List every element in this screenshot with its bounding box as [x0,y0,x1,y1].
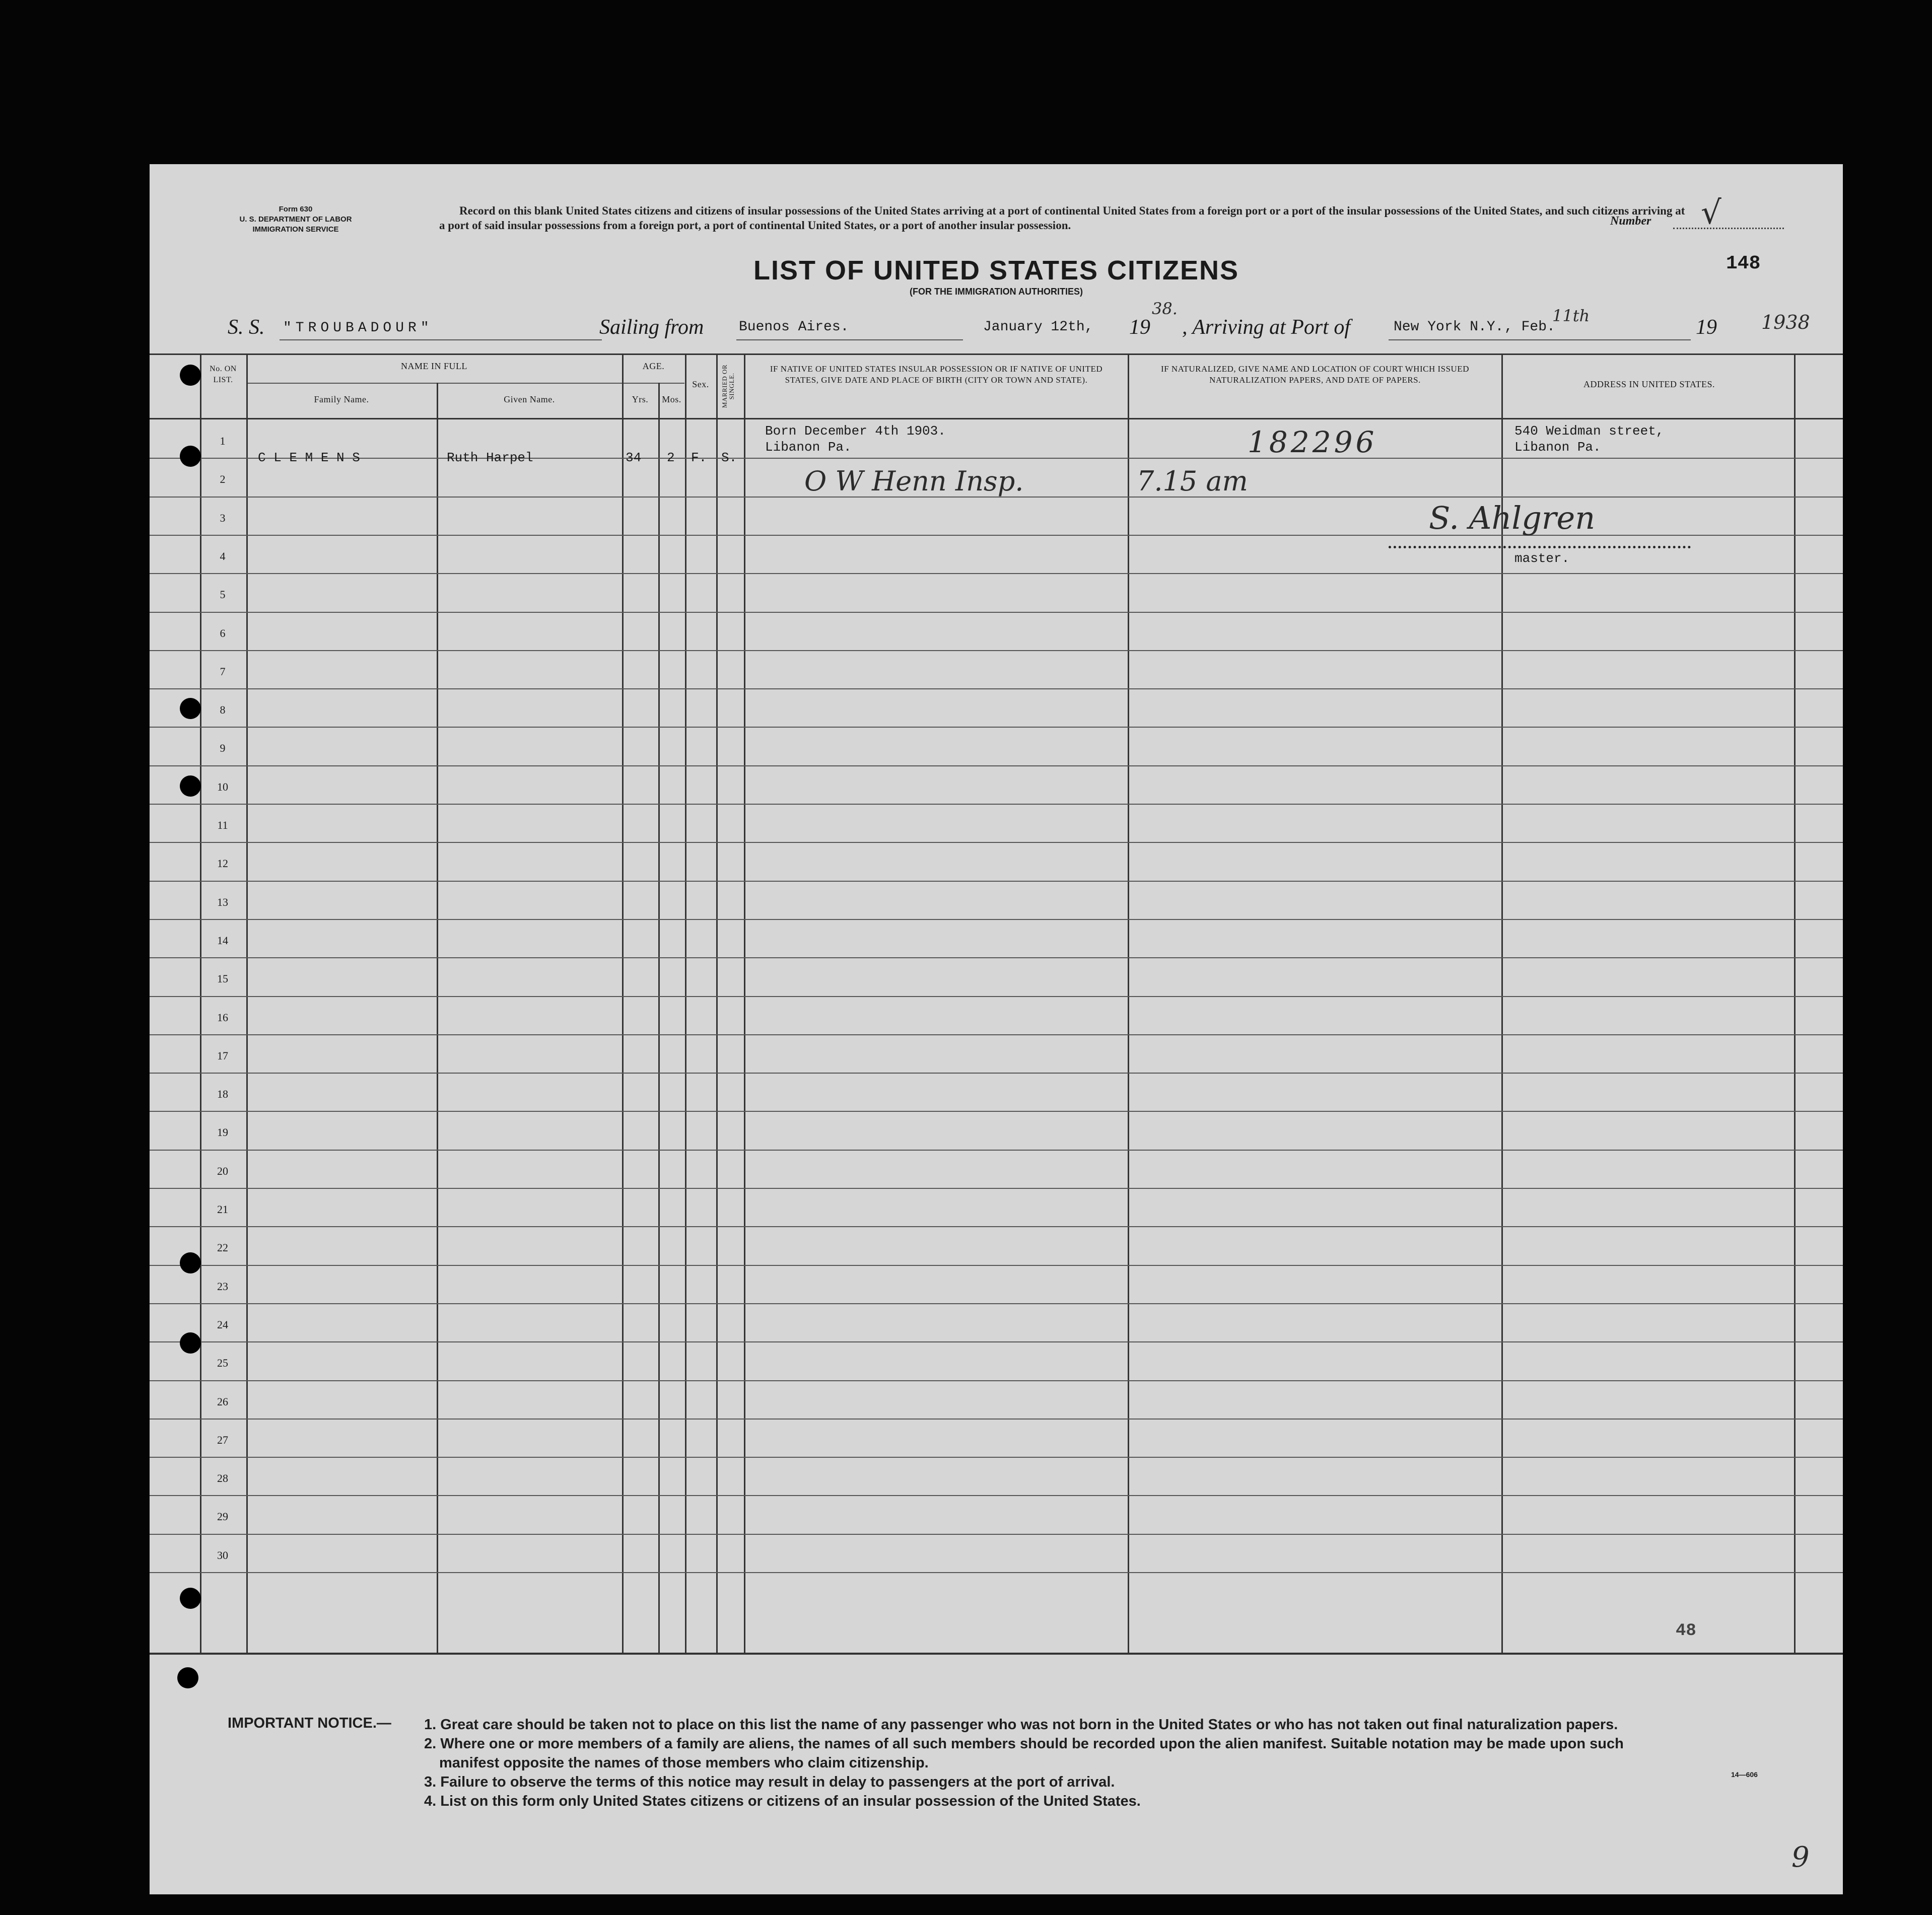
row-divider [150,458,1843,459]
row-divider [150,842,1843,843]
row-number: 12 [217,857,228,870]
entry-mos: 2 [667,450,675,465]
department-label: U. S. DEPARTMENT OF LABOR [239,215,352,224]
row-number: 4 [220,550,226,562]
col-family-header: Family Name. [314,394,369,404]
row-number: 18 [217,1088,228,1100]
naturalization-number: 182296 [1248,425,1377,459]
page-stamp: 148 [1726,253,1761,274]
punch-hole [180,698,201,719]
row-divider [150,1380,1843,1381]
punch-hole [180,446,201,467]
col-no-header: No. ON LIST. [210,365,237,384]
row-number: 16 [217,1011,228,1024]
row-divider [150,727,1843,728]
inspection-time: 7.15 am [1137,465,1248,497]
punch-hole [180,1332,201,1354]
row-number: 21 [217,1203,228,1216]
voyage-line [150,299,1843,350]
entry-sex: F. [691,450,707,465]
col-given-header: Given Name. [504,394,555,404]
entry-yrs: 34 [626,450,642,465]
col-sex-header: Sex. [692,379,709,389]
notice-item-1: 1. Great care should be taken not to place on this list the name of any passenger who was not born in the United States or who has not taken out final naturalization papers. [424,1717,1618,1733]
page-subtitle: (FOR THE IMMIGRATION AUTHORITIES) [910,287,1083,297]
year-handwritten: 38. [1152,299,1178,318]
col-naturalized-header: IF NATURALIZED, GIVE NAME AND LOCATION OF COURT WHICH ISSUED NATURALIZATION PAPERS, AND DATE OF PAPERS. [1160,364,1469,385]
col-address-header: ADDRESS IN UNITED STATES. [1583,379,1715,389]
notice-item-4: 4. List on this form only United States citizens or citizens of an insular possession of the United States. [424,1793,1141,1809]
master-signature: S. Ahlgren [1429,500,1596,536]
departure-date: January 12th, [983,319,1093,335]
row-number: 23 [217,1280,228,1293]
notice-item-2-cont: manifest opposite the names of those members who claim citizenship. [439,1755,929,1771]
row-divider [150,612,1843,613]
arrival-year-hand: 1938 [1761,311,1810,333]
row-divider [150,1457,1843,1458]
row-number: 29 [217,1510,228,1523]
form-code: 14—606 [1731,1770,1758,1779]
bottom-stamp: 48 [1676,1621,1696,1641]
row-divider [150,919,1843,920]
row-number: 20 [217,1165,228,1177]
ss-label: S. S. [228,316,265,339]
row-number: 8 [220,703,226,716]
row-divider [150,1034,1843,1035]
col-mos-header: Mos. [662,394,681,404]
row-number: 26 [217,1395,228,1408]
row-number: 28 [217,1472,228,1484]
row-number: 27 [217,1434,228,1446]
row-number: 25 [217,1357,228,1369]
row-divider [150,957,1843,958]
row-number: 9 [220,742,226,754]
row-number: 15 [217,972,228,985]
entry-birth [765,423,946,455]
row-divider [150,1341,1843,1342]
row-divider [150,765,1843,766]
entry-married: S. [721,450,737,465]
row-number: 19 [217,1126,228,1139]
row-number: 2 [220,473,226,485]
row-number: 3 [220,512,226,524]
sailing-from-label: Sailing from [599,316,704,339]
arrival-month: , Feb. [1504,319,1555,335]
form-header-block [225,204,366,235]
row-divider [150,996,1843,997]
from-port: Buenos Aires. [739,319,849,335]
entry-given-name: Ruth Harpel [447,450,533,465]
ship-name: "TROUBADOUR" [283,320,433,336]
arrival-year-prefix: 19 [1696,316,1717,339]
row-number: 14 [217,934,228,947]
number-value: √ [1701,194,1721,232]
row-divider [150,1495,1843,1496]
punch-hole [180,365,201,386]
row-number: 5 [220,588,226,601]
address-line-1: 540 Weidman street, [1514,423,1664,439]
birth-line-1: Born December 4th 1903. [765,423,946,439]
year-prefix: 19 [1129,316,1150,339]
master-label: master. [1514,551,1570,566]
col-native-header: IF NATIVE OF UNITED STATES INSULAR POSSESSION OR IF NATIVE OF UNITED STATES, GIVE DATE AND PLACE OF BIRTH (CITY OR TOWN AND STATE). [770,364,1103,385]
page-title: LIST OF UNITED STATES CITIZENS [753,255,1239,286]
entry-address [1514,423,1664,455]
row-number: 7 [220,665,226,678]
notice-item-3: 3. Failure to observe the terms of this notice may result in delay to passengers at the port of arrival. [424,1774,1115,1790]
notice-heading: IMPORTANT NOTICE.— [228,1715,391,1731]
arrival-day: 11th [1552,306,1590,325]
row-number: 24 [217,1318,228,1331]
corner-mark: 9 [1791,1841,1810,1874]
row-number: 30 [217,1549,228,1562]
row-number: 11 [217,819,228,831]
notice-item-2: 2. Where one or more members of a family are aliens, the names of all such members should be recorded upon the alien manifest. Suitable notation may be made upon such [424,1736,1624,1752]
row-divider [150,804,1843,805]
row-divider [150,688,1843,689]
service-label: IMMIGRATION SERVICE [252,225,339,234]
punch-hole [180,1588,201,1609]
col-yrs-header: Yrs. [632,394,649,404]
row-divider [150,1265,1843,1266]
row-divider [150,881,1843,882]
row-number: 6 [220,627,226,640]
arrival-port: New York N.Y. [1394,319,1504,335]
row-divider [150,1418,1843,1420]
row-divider [150,573,1843,574]
notice-list [424,1715,1829,1811]
row-divider [150,1534,1843,1535]
row-divider [150,1188,1843,1189]
punch-hole [180,1252,201,1273]
instructions-text: Record on this blank United States citizens and citizens of insular possessions of the United States arriving at a port of continental United States from a foreign port or a port of the insular possessions of the United States, and such citizens arriving at a port of said insular possessions from a foreign port, a port of continental United States, or a port of another insular possession. [439,204,1685,232]
row-divider [150,1226,1843,1227]
inspector-signature: O W Henn Insp. [804,465,1024,497]
col-name-header: NAME IN FULL [401,361,467,371]
col-age-header: AGE. [642,361,665,371]
punch-hole [180,775,201,797]
row-number: 17 [217,1049,228,1062]
number-line [1673,228,1784,229]
row-number: 1 [220,435,226,447]
birth-line-2: Libanon Pa. [765,440,852,455]
manifest-page [150,164,1843,1894]
row-divider [150,1150,1843,1151]
signature-line [1389,546,1691,548]
row-number: 10 [217,781,228,793]
col-married-header: MARRIED OR SINGLE. [721,364,735,408]
row-divider [150,1073,1843,1074]
row-divider [150,1303,1843,1304]
row-divider [150,1111,1843,1112]
form-number: Form 630 [279,205,313,214]
punch-hole [177,1667,198,1688]
row-number: 22 [217,1241,228,1254]
row-divider [150,650,1843,651]
citizen-table [150,353,1843,1657]
arriving-label: , Arriving at Port of [1182,316,1351,339]
entry-family-name: C L E M E N S [258,450,360,465]
address-line-2: Libanon Pa. [1514,440,1601,455]
row-divider [150,1572,1843,1573]
row-number: 13 [217,896,228,908]
number-label: Number [1610,215,1651,228]
